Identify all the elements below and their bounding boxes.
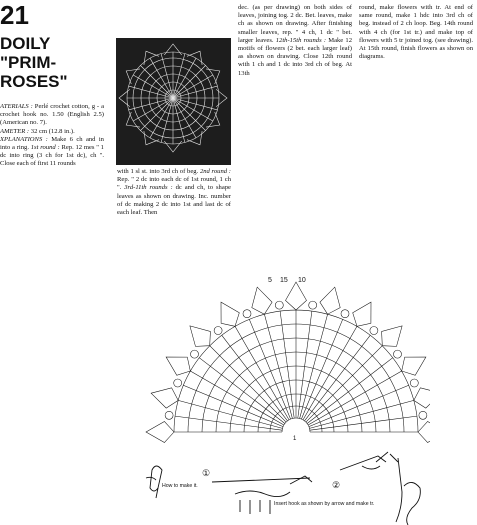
photo-doily-spoke [173, 98, 185, 142]
instructions-text: Make 12 motifs of flowers (2 bet. each larger leaf) as shown on drawing. Close 12th round with 1 ch and 1 dc into 3rd ch of beg. At 13th [238, 36, 352, 77]
round-label: 3rd-11th rounds : [124, 184, 173, 192]
chart-flower-motif [275, 301, 283, 309]
chart-flower-motif [165, 411, 173, 419]
chart-leaf-point [353, 302, 371, 326]
step-1-marker: ① [202, 468, 211, 478]
chart-flower-motif [191, 350, 199, 358]
diameter-text: 32 cm (12.8 in.). [30, 127, 75, 135]
photo-doily-point [126, 112, 140, 127]
chart-leaf-point [382, 326, 403, 347]
photo-doily-spoke [173, 98, 217, 110]
chart-leaf-point [146, 422, 174, 443]
instructions-text: Rep. " 2 dc into each dc of 1st round, 1 ch ". [117, 176, 231, 192]
explanations-text: Make 6 ch and in into a ring. [0, 135, 104, 152]
technique-caption-1: How to make it. [162, 483, 198, 489]
photo-doily-point [206, 69, 220, 84]
photo-doily-spoke [161, 54, 173, 98]
pattern-title [0, 34, 68, 91]
chart-flower-motif [309, 301, 317, 309]
chart-leaf-point [190, 326, 211, 347]
explanations-label: XPLANATIONS : [0, 135, 48, 143]
chart-stitch-spoke [210, 346, 286, 422]
doily-photo-image [116, 38, 231, 165]
chart-flower-motif [419, 411, 427, 419]
chart-stitch-spoke [298, 311, 312, 418]
chart-flower-motif [214, 327, 222, 335]
chart-stitch-spoke [280, 311, 294, 418]
photo-doily-point [144, 131, 159, 145]
instructions-text: with 1 sl st. into 3rd ch of beg. [117, 168, 199, 175]
hook-sketch-1 [146, 466, 162, 498]
materials-text: Perlé crochet cotton, g - a crochet hook no. 1.50 (English 2.5) (American no. 7). [0, 103, 104, 127]
round-label: 1st round : [30, 144, 60, 152]
technique-caption-2: Insert hook as shown by arrow and make tr. [274, 501, 375, 507]
round-label: 12th-15th rounds : [275, 36, 327, 44]
explanations-text: Rep. 12 mes " 1 dc into ring (3 ch for 1st dc), ch ". Close each of first 11 rounds [0, 144, 104, 168]
materials-column [0, 103, 104, 169]
chart-leaf-point [151, 388, 178, 408]
instructions-column-4 [359, 4, 473, 61]
round-label: 2nd round : [199, 168, 231, 175]
instructions-column-3 [238, 4, 352, 78]
chart-leaf-point [418, 422, 430, 443]
chart-leaf-point [166, 357, 190, 375]
photo-doily-point [187, 51, 202, 65]
chart-flower-motif [174, 379, 182, 387]
round-label-5: 5 [268, 277, 272, 284]
chart-leaf-point [402, 357, 426, 375]
step-2-marker: ② [332, 480, 341, 490]
diameter-label: AMETER : [0, 127, 30, 135]
materials-label: ATERIALS : [0, 103, 33, 110]
title-line: ROSES" [0, 72, 68, 91]
photo-doily-spoke [129, 86, 173, 98]
photo-doily-point [126, 69, 140, 84]
title-line: DOILY [0, 34, 51, 53]
chart-round-arc [282, 418, 310, 432]
chart-flower-motif [394, 350, 402, 358]
round-label-15: 15 [280, 277, 288, 284]
chart-leaf-point [221, 302, 239, 326]
center-round-label: 1 [293, 436, 297, 442]
chart-stitch-spoke [306, 346, 382, 422]
chart-leaf-point [414, 388, 430, 408]
photo-doily-spoke [173, 54, 185, 98]
chart-flower-motif [341, 310, 349, 318]
photo-doily-point [187, 131, 202, 145]
photo-doily-spoke [173, 86, 217, 98]
stitch-sketch-1 [212, 476, 312, 514]
page-number: 21 [0, 0, 29, 30]
chart-stitch-spoke [310, 416, 417, 430]
instructions-text: dec. (as per drawing) on both sides of leaves, joining tog. 2 dc. Bet. leaves, make ch as shown on drawing. After finishing smaller leaves, rep. " 4 ch, 1 dc " bet. larger leaves. [238, 4, 352, 44]
chart-flower-motif [410, 379, 418, 387]
chart-flower-motif [370, 327, 378, 335]
chart-flower-motif [243, 310, 251, 318]
instructions-text: round, make flowers with tr. At end of same round, make 1 hdc into 3rd ch of beg. instead of 2 ch loop. Beg. 14th round with 4 ch (for 1st tr.) and make top of flowers with 5 tr joined tog. (see drawing). At 15th round, finish flowers as shown on diagrams. [359, 4, 473, 61]
round-label-10: 10 [298, 277, 306, 284]
chart-leaf-point [286, 282, 307, 310]
photo-doily-spoke [129, 98, 173, 110]
chart-leaf-point [320, 287, 340, 314]
photo-doily-point [144, 51, 159, 65]
instructions-text: dc and ch, to shape leaves as shown on drawing. Inc. number of dc making 2 dc into 1st and last dc of each leaf. Then [117, 184, 231, 217]
chart-leaf-point [252, 287, 272, 314]
photo-doily-spoke [161, 98, 173, 142]
instructions-column-2 [117, 168, 231, 217]
crochet-chart-diagram [140, 248, 430, 446]
doily-photo [116, 38, 231, 165]
title-line: "PRIM- [0, 53, 57, 72]
stitch-sketch-2 [340, 452, 420, 525]
photo-doily-point [206, 112, 220, 127]
chart-stitch-spoke [175, 416, 282, 430]
